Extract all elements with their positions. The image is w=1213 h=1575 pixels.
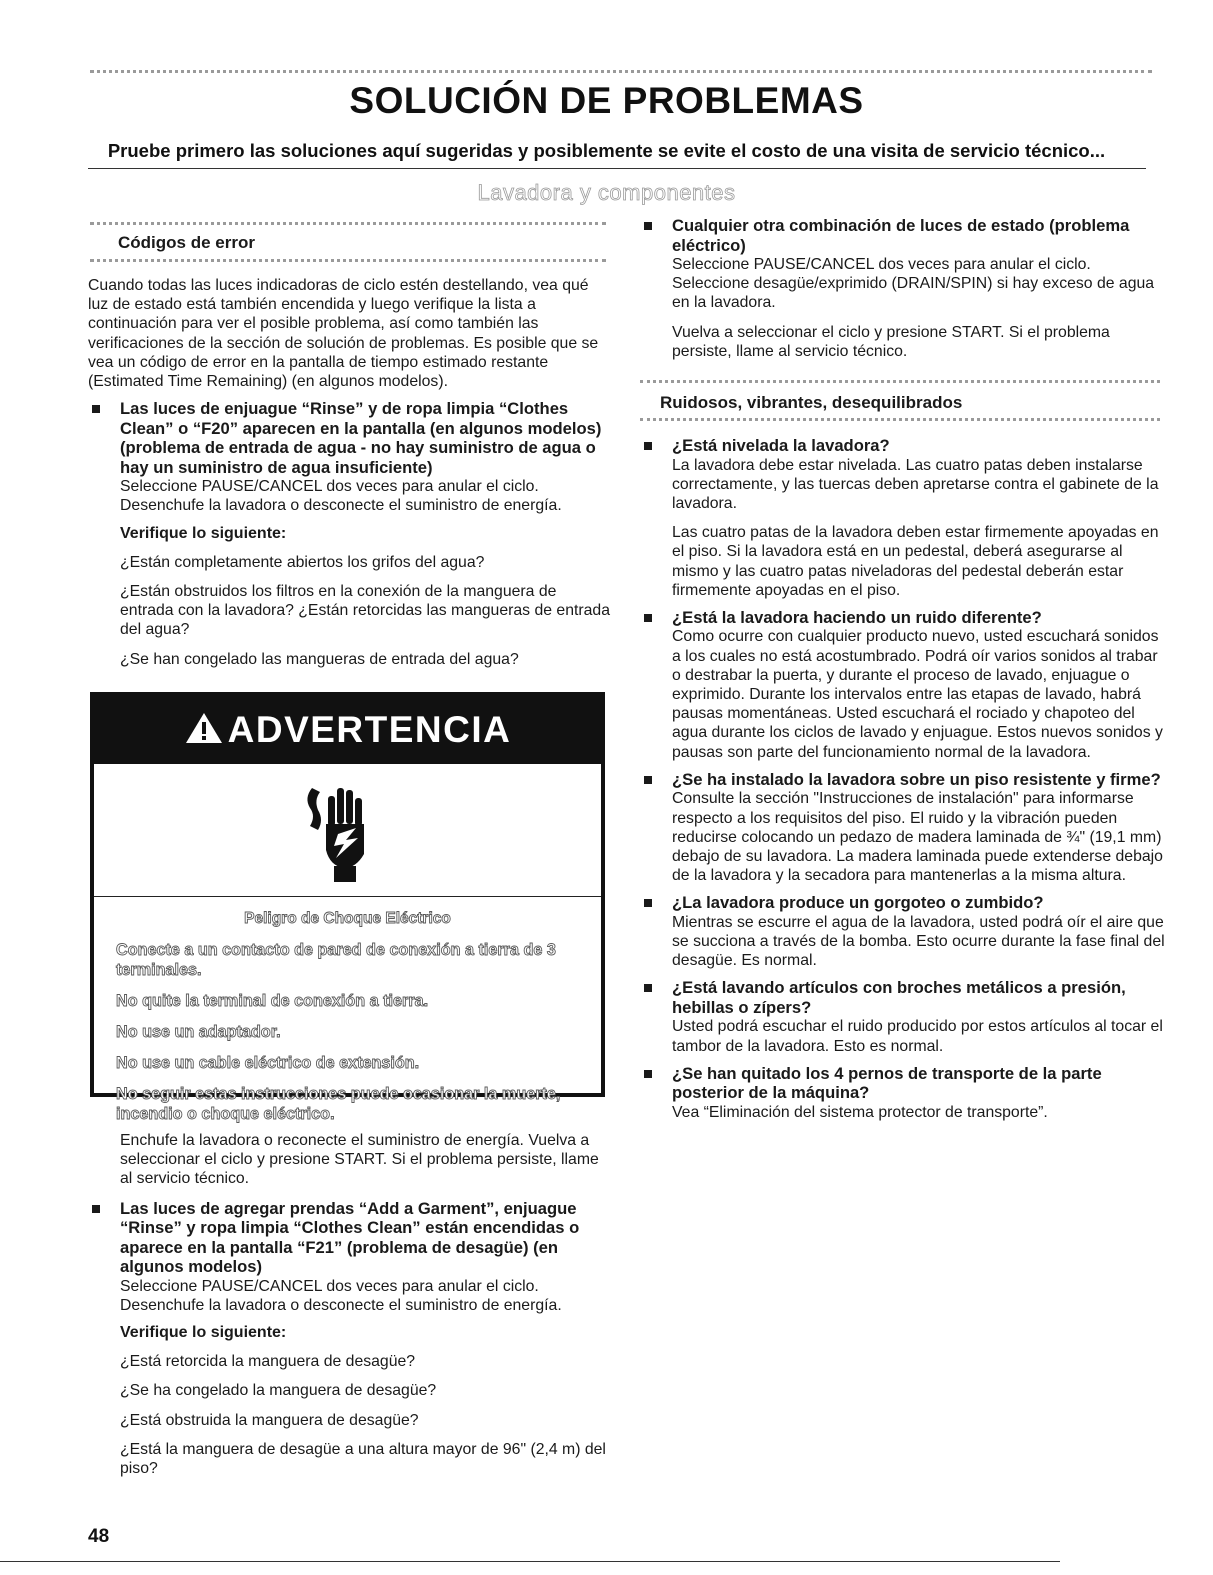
top-dotted-rule: [90, 70, 1152, 73]
bullet-text: Como ocurre con cualquier producto nuevo, usted escuchará sonidos a los cuales no está acostumbrado. Podrá oír varios sonidos al trabar o destrabar la puerta, y durante el proceso de lavado, enjuague o exprimido. Durante los intervalos entre las etapas de lavado, habrá pausas momentáneas. Usted escuchará el rociado y chapoteo del agua durante los ciclos de lavado y enjuague. Estos nuevos sonidos y pausas son parte del funcionamiento normal de la lavadora.: [672, 628, 1163, 761]
check-list: [88, 1323, 610, 1478]
hazard-title: Peligro de Choque Eléctrico: [244, 910, 451, 927]
bullet-title: ¿Está nivelada la lavadora?: [672, 436, 890, 455]
bullet-icon: [644, 899, 652, 907]
warning-box: [90, 692, 605, 1123]
bullet-text: Seleccione PAUSE/CANCEL dos veces para anular el ciclo. Desenchufe la lavadora o desconecte el suministro de energía.: [120, 1277, 562, 1314]
warning-line: No quite la terminal de conexión a tierra.: [116, 992, 429, 1010]
bullet-title: Las luces de enjuague “Rinse” y de ropa limpia “Clothes Clean” o “F20” aparecen en la pantalla (en algunos modelos) (problema de entrada de agua - no hay suministro de agua o hay un suministro de agua insuficiente): [120, 399, 602, 477]
right-heading-rule-bottom: [640, 418, 1160, 421]
check-heading: Verifique lo siguiente:: [120, 524, 287, 542]
bottom-rule: [0, 1561, 1060, 1562]
check-question: ¿Está obstruida la manguera de desagüe?: [120, 1411, 419, 1429]
warning-line: No seguir estas instrucciones puede ocasionar la muerte, incendio o choque eléctrico.: [116, 1085, 561, 1123]
right-column-bottom: [640, 436, 1165, 1130]
bullet-icon: [644, 1070, 652, 1078]
electric-shock-hand-icon: [298, 776, 398, 886]
error-codes-heading: Códigos de error: [118, 233, 255, 252]
bullet-icon: [644, 776, 652, 784]
section-title: Lavadora y componentes: [477, 180, 736, 205]
check-question: ¿Está la manguera de desagüe a una altura mayor de 96" (2,4 m) del piso?: [120, 1440, 606, 1478]
bullet-icon: [92, 1205, 100, 1213]
right-column-top: [640, 216, 1165, 369]
page-number: 48: [88, 1526, 110, 1547]
list-item: [640, 436, 1165, 600]
bullet-text: Consulte la sección "Instrucciones de instalación" para informarse respecto a los requisitos del piso. El ruido y la vibración pueden reducirse colocando un pedazo de madera laminada de ¾" (19,1 mm) debajo de su lavadora. La madera laminada puede extenderse debajo de la lavadora y la secadora para mantenerlas a la misma altura.: [672, 790, 1163, 885]
bullet-title: ¿Se ha instalado la lavadora sobre un piso resistente y firme?: [672, 769, 1161, 789]
bullet-text: La lavadora debe estar nivelada. Las cuatro patas deben instalarse correctamente, y las tuercas deben apretarse contra el gabinete de la lavadora.: [672, 456, 1159, 512]
bullet-text: Mientras se escurre el agua de la lavadora, usted podrá oír el aire que se succiona a través de la bomba. Esto ocurre durante la fase final del desagüe. Es normal.: [672, 913, 1165, 970]
left-heading-rule-bottom: [90, 259, 606, 262]
bullet-icon: [644, 222, 652, 230]
bullet-text: Las cuatro patas de la lavadora deben estar firmemente apoyadas en el piso. Si la lavadora está en un pedestal, deberá asegurarse al mismo y las cuatro patas niveladoras del pedestal deberán estar firmemente apoyadas en el piso.: [672, 524, 1159, 599]
bullet-text: Vuelva a seleccionar el ciclo y presione START. Si el problema persiste, llame al servicio técnico.: [672, 323, 1110, 360]
bullet-text: Usted podrá escuchar el ruido producido por estos artículos al tocar el tambor de la lavadora. Esto es normal.: [672, 1018, 1163, 1055]
list-item: [640, 608, 1165, 762]
bullet-icon: [644, 984, 652, 992]
check-question: ¿Está retorcida la manguera de desagüe?: [120, 1353, 416, 1371]
bullet-title: ¿Está la lavadora haciendo un ruido diferente?: [672, 607, 1042, 627]
page-title: SOLUCIÓN DE PROBLEMAS: [349, 80, 864, 121]
warning-separator: [94, 896, 601, 897]
bullet-text: Vea “Eliminación del sistema protector de transporte”.: [672, 1103, 1048, 1121]
warning-triangle-icon: [184, 711, 224, 745]
warning-line: No use un cable eléctrico de extensión.: [116, 1054, 420, 1072]
warning-line: No use un adaptador.: [116, 1023, 281, 1041]
right-heading-rule-top: [640, 380, 1160, 383]
page-subtitle: Pruebe primero las soluciones aquí sugeridas y posiblemente se evite el costo de una visita de servicio técnico...: [107, 140, 1106, 161]
left-heading-rule-top: [90, 222, 606, 225]
bullet-title: Las luces de agregar prendas “Add a Garment”, enjuague “Rinse” y ropa limpia “Clothes Clean” están encendidas o aparece en la pantalla “F21” (problema de desagüe) (en algunos modelos): [120, 1198, 580, 1277]
list-item: [640, 893, 1165, 970]
bullet-icon: [644, 442, 652, 450]
bullet-icon: [644, 614, 652, 622]
error-codes-intro: Cuando todas las luces indicadoras de ciclo estén destellando, vea qué luz de estado está también encendida y luego verifique la lista a continuación para ver el posible problema, así como también las verificaciones de la sección de solución de problemas. Es posible que se vea un código de error en la pantalla de tiempo estimado restante (Estimated Time Remaining) (en algunos modelos).: [88, 277, 599, 391]
warning-header: [94, 696, 601, 764]
check-question: ¿Están completamente abiertos los grifos del agua?: [120, 553, 485, 571]
check-question: ¿Se han congelado las mangueras de entrada del agua?: [120, 650, 519, 668]
check-question: ¿Están obstruidos los filtros en la conexión de la manguera de entrada con la lavadora? ¿Están retorcidas las mangueras de entrada del agua?: [120, 583, 610, 639]
bullet-title: ¿Se han quitado los 4 pernos de transporte de la parte posterior de la máquina?: [672, 1063, 1102, 1103]
list-item: [640, 978, 1165, 1055]
bullet-text: Seleccione PAUSE/CANCEL dos veces para anular el ciclo. Seleccione desagüe/exprimido (DRAIN/SPIN) si hay exceso de agua en la lavadora.: [672, 256, 1155, 312]
subtitle-rule: [88, 168, 1146, 169]
left-column-bottom: [88, 1131, 610, 1488]
warning-line: Conecte a un contacto de pared de conexión a tierra de 3 terminales.: [116, 941, 556, 979]
bullet-icon: [92, 405, 100, 413]
list-item: [640, 216, 1165, 361]
bullet-text: Seleccione PAUSE/CANCEL dos veces para anular el ciclo. Desenchufe la lavadora o desconecte el suministro de energía.: [120, 478, 562, 515]
list-item: [640, 1064, 1165, 1122]
list-item: [88, 1199, 610, 1315]
check-question: ¿Se ha congelado la manguera de desagüe?: [120, 1382, 437, 1400]
left-column-top: [88, 276, 610, 679]
check-list: [88, 524, 610, 669]
noise-heading: Ruidosos, vibrantes, desequilibrados: [660, 393, 963, 412]
list-item: [640, 770, 1165, 886]
reconnect-text: Enchufe la lavadora o reconecte el suministro de energía. Vuelva a seleccionar el ciclo y presione START. Si el problema persiste, llame al servicio técnico.: [120, 1132, 599, 1188]
bullet-title: Cualquier otra combinación de luces de estado (problema eléctrico): [672, 216, 1130, 255]
warning-header-text: ADVERTENCIA: [227, 709, 512, 750]
bullet-title: ¿Está lavando artículos con broches metálicos a presión, hebillas o zípers?: [672, 978, 1126, 1017]
warning-text: [94, 909, 601, 1124]
bullet-title: ¿La lavadora produce un gorgoteo o zumbido?: [672, 893, 1044, 913]
check-heading: Verifique lo siguiente:: [120, 1324, 287, 1342]
list-item: [88, 399, 610, 515]
shock-hazard-symbol: [94, 764, 601, 896]
